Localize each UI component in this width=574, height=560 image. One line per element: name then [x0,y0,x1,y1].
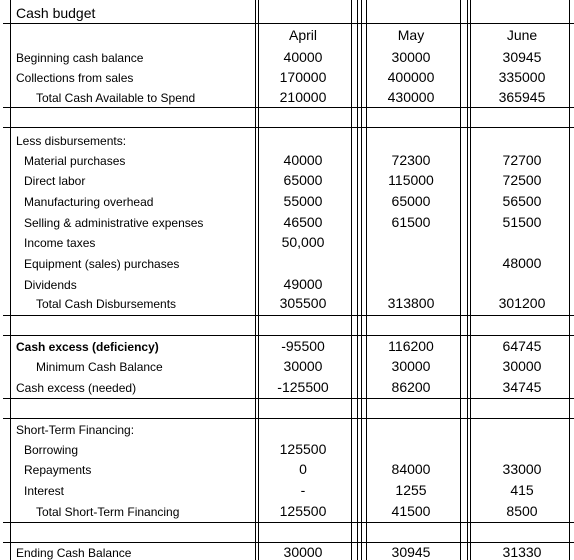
row-label: Minimum Cash Balance [36,360,163,374]
row-label: Cash excess (deficiency) [16,340,159,354]
grid-line-vertical [351,0,352,560]
cell-april: 125500 [279,503,327,519]
grid-line-vertical [467,0,468,560]
cell-april: 30000 [283,358,323,374]
grid-line-horizontal [3,522,574,523]
cell-may: 430000 [387,89,435,105]
row-label: Collections from sales [16,71,134,85]
row-label: Borrowing [24,443,79,457]
cell-may: 86200 [391,379,431,395]
cell-june: 34745 [502,379,542,395]
grid-line-vertical [361,0,362,560]
cell-april: 40000 [283,152,323,168]
row-label: Total Short-Term Financing [36,505,180,519]
cell-june: 51500 [502,214,542,230]
grid-line-horizontal [3,23,574,24]
column-header-april: April [288,27,317,43]
cell-may: 313800 [387,295,435,311]
cell-june: 48000 [502,255,542,271]
cell-april: 30000 [283,544,323,560]
cell-may: 116200 [388,338,434,354]
cell-may: 115000 [388,172,434,188]
cell-april: 305500 [279,295,327,311]
cell-june: 56500 [502,193,542,209]
row-label: Income taxes [24,236,96,250]
cell-april: -125500 [277,379,329,395]
cell-may: 84000 [391,461,431,477]
cell-may: 30000 [391,49,431,65]
row-label: Equipment (sales) purchases [24,257,180,271]
grid-line-vertical [357,0,358,560]
cell-june: 8500 [506,503,538,519]
row-label: Ending Cash Balance [16,546,132,560]
grid-line-horizontal [3,127,574,128]
grid-line-horizontal [3,107,574,108]
cell-june: 31330 [502,544,542,560]
row-label: Dividends [24,278,77,292]
cell-may: 400000 [387,69,435,85]
cell-may: 65000 [391,193,431,209]
row-label: Less disbursements: [16,134,127,148]
row-label: Manufacturing overhead [24,195,154,209]
grid-line-vertical [255,0,256,560]
row-label: Interest [24,484,65,498]
cell-may: 1255 [395,482,427,498]
row-label: Repayments [24,463,92,477]
row-label: Total Cash Disbursements [36,297,177,311]
row-label: Beginning cash balance [16,51,144,65]
grid-line-vertical [366,0,367,560]
grid-line-horizontal [3,542,574,543]
row-label: Selling & administrative expenses [24,216,204,230]
cell-april: 170000 [279,69,327,85]
cell-june: 365945 [498,89,546,105]
cell-may: 30000 [391,358,431,374]
cell-april: - [300,482,306,498]
row-label: Total Cash Available to Spend [36,91,196,105]
grid-line-vertical [569,0,570,560]
cell-april: 50,000 [281,234,325,250]
cell-april: 55000 [283,193,323,209]
grid-line-horizontal [3,315,574,316]
row-label: Direct labor [24,174,86,188]
cell-june: 30945 [502,49,542,65]
cell-april: 0 [299,461,307,477]
cell-april: 49000 [283,276,323,292]
sheet-title: Cash budget [16,5,96,21]
cell-may: 72300 [391,152,431,168]
column-header-may: May [397,27,425,43]
cell-june: 301200 [498,295,546,311]
grid-line-horizontal [3,398,574,399]
cell-april: 210000 [279,89,327,105]
cell-june: 72700 [502,152,542,168]
cell-april: -95500 [281,338,325,354]
row-label: Material purchases [24,154,126,168]
grid-line-vertical [470,0,471,560]
grid-line-vertical [460,0,461,560]
cell-june: 415 [510,482,534,498]
cell-may: 41500 [391,503,431,519]
grid-line-horizontal [3,418,574,419]
row-label: Short-Term Financing: [16,423,135,437]
cell-june: 33000 [502,461,542,477]
row-label: Cash excess (needed) [16,381,137,395]
cell-may: 30945 [391,544,431,560]
grid-line-horizontal [3,335,574,336]
cell-april: 46500 [283,214,323,230]
cell-april: 40000 [283,49,323,65]
cell-april: 125500 [279,441,327,457]
cell-june: 30000 [502,358,542,374]
cell-june: 64745 [502,338,542,354]
cell-may: 61500 [391,214,431,230]
column-header-june: June [506,27,538,43]
cell-june: 335000 [498,69,546,85]
grid-line-vertical [10,0,11,560]
cell-june: 72500 [502,172,542,188]
cell-april: 65000 [283,172,323,188]
